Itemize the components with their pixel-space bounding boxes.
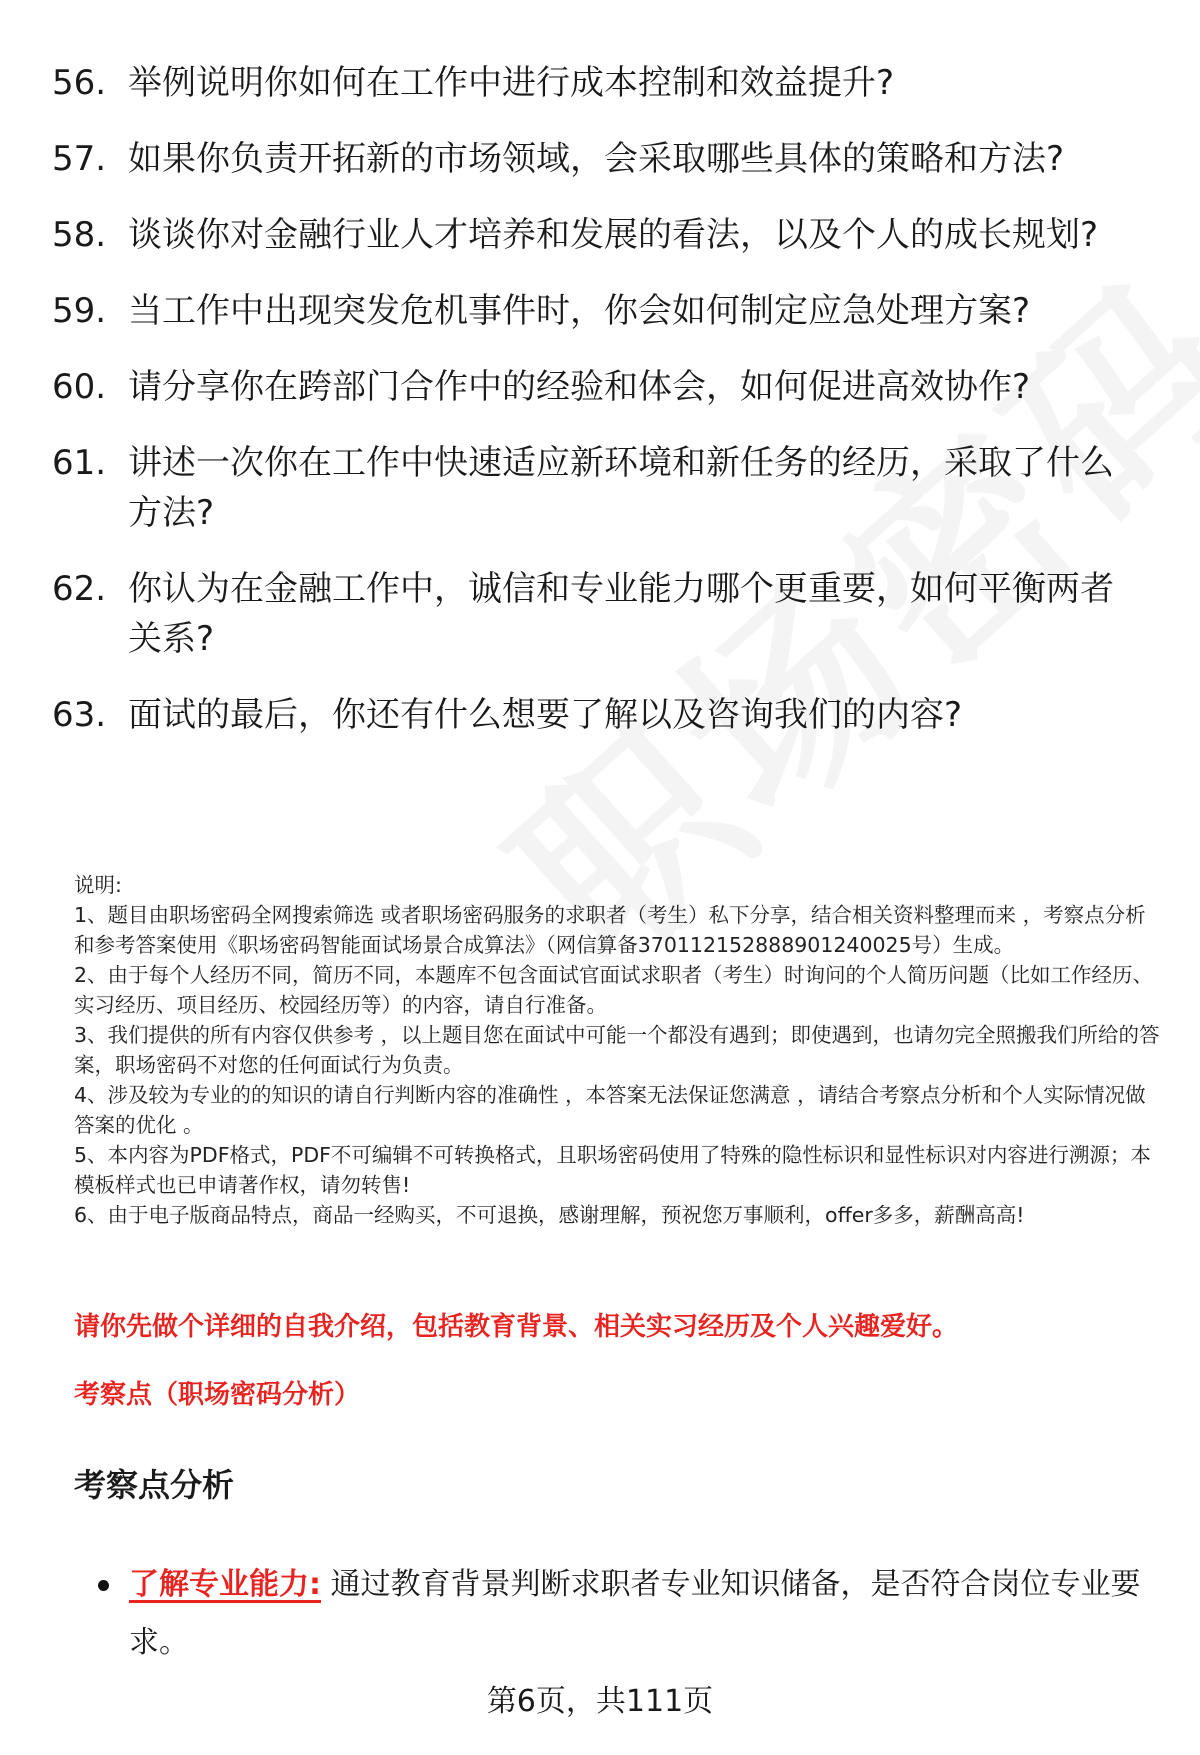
note-item: 1、题目由职场密码全网搜索筛选 或者职场密码服务的求职者（考生）私下分享，结合相关资料整理而来 ，考察点分析和参考答案使用《职场密码智能面试场景合成算法》（网信算备370112152888901240025号）生成。 xyxy=(74,903,1146,957)
featured-question: 请你先做个详细的自我介绍，包括教育背景、相关实习经历及个人兴趣爱好。 xyxy=(74,1312,959,1342)
question-text: 你认为在金融工作中，诚信和专业能力哪个更重要，如何平衡两者关系? xyxy=(128,569,1114,659)
question-number: 62. xyxy=(52,569,107,609)
bullet-term: 了解专业能力: xyxy=(129,1567,321,1602)
question-number: 63. xyxy=(52,695,107,735)
bullet-body xyxy=(129,1556,1158,1672)
analysis-bullet xyxy=(98,1556,1158,1672)
question-item xyxy=(52,438,1152,538)
question-text: 如果你负责开拓新的市场领域，会采取哪些具体的策略和方法? xyxy=(128,139,1065,179)
note-item: 5、本内容为PDF格式，PDF不可编辑不可转换格式，且职场密码使用了特殊的隐性标识和显性标识对内容进行溯源；本模板样式也已申请著作权，请勿转售! xyxy=(74,1143,1151,1197)
question-list xyxy=(0,58,1200,740)
notes-title: 说明: xyxy=(74,873,122,897)
question-text: 举例说明你如何在工作中进行成本控制和效益提升? xyxy=(128,63,895,103)
page-number: 第6页，共111页 xyxy=(486,1684,714,1719)
analysis-subtitle: 考察点（职场密码分析） xyxy=(74,1380,361,1410)
note-item: 2、由于每个人经历不同，简历不同，本题库不包含面试官面试求职者（考生）时询问的个人简历问题（比如工作经历、实习经历、项目经历、校园经历等）的内容，请自行准备。 xyxy=(74,963,1154,1017)
question-text: 面试的最后，你还有什么想要了解以及咨询我们的内容? xyxy=(128,695,963,735)
question-item xyxy=(52,286,1152,336)
question-item xyxy=(52,58,1152,108)
question-number: 60. xyxy=(52,367,107,407)
question-text: 讲述一次你在工作中快速适应新环境和新任务的经历，采取了什么方法? xyxy=(128,443,1114,533)
question-text: 请分享你在跨部门合作中的经验和体会，如何促进高效协作? xyxy=(128,367,1031,407)
bullet-text: 通过教育背景判断求职者专业知识储备，是否符合岗位专业要求。 xyxy=(129,1567,1141,1660)
note-item: 6、由于电子版商品特点，商品一经购买，不可退换，感谢理解，预祝您万事顺利，offer多多，薪酬高高! xyxy=(74,1203,1025,1227)
question-item xyxy=(52,362,1152,412)
disclaimer-notes xyxy=(74,870,1164,1230)
question-number: 58. xyxy=(52,215,107,255)
note-item: 3、我们提供的所有内容仅供参考 ，以上题目您在面试中可能一个都没有遇到；即使遇到，也请勿完全照搬我们所给的答案，职场密码不对您的任何面试行为负责。 xyxy=(74,1023,1160,1077)
bullet-dot-icon xyxy=(98,1580,109,1591)
question-number: 61. xyxy=(52,443,107,483)
question-item xyxy=(52,690,1152,740)
question-text: 谈谈你对金融行业人才培养和发展的看法，以及个人的成长规划? xyxy=(128,215,1099,255)
question-number: 59. xyxy=(52,291,107,331)
question-number: 57. xyxy=(52,139,107,179)
note-item: 4、涉及较为专业的的知识的请自行判断内容的准确性 ，本答案无法保证您满意 ，请结合考察点分析和个人实际情况做答案的优化 。 xyxy=(74,1083,1146,1137)
question-item xyxy=(52,134,1152,184)
question-text: 当工作中出现突发危机事件时，你会如何制定应急处理方案? xyxy=(128,291,1031,331)
analysis-heading: 考察点分析 xyxy=(74,1466,235,1504)
question-item xyxy=(52,564,1152,664)
question-item xyxy=(52,210,1152,260)
question-number: 56. xyxy=(52,63,107,103)
